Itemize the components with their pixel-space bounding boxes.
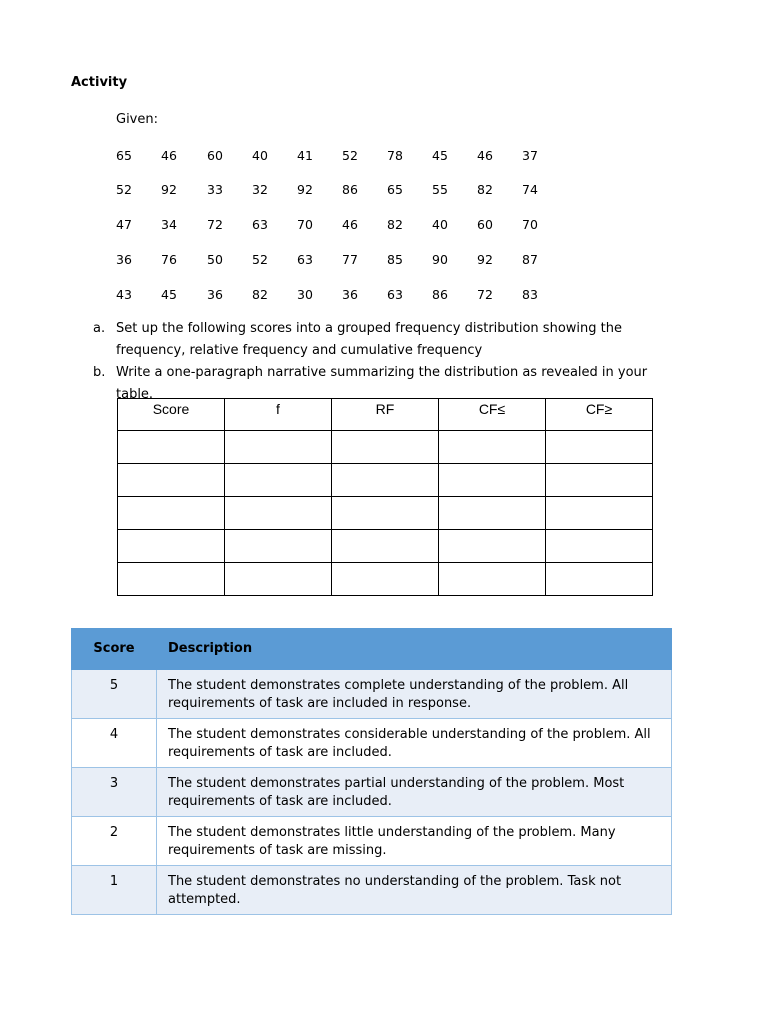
empty-cell[interactable] bbox=[118, 431, 225, 464]
given-value: 70 bbox=[297, 217, 313, 232]
rubric-header-score-label: Score bbox=[93, 641, 135, 656]
rubric-score-cell bbox=[72, 866, 157, 915]
empty-cell[interactable] bbox=[439, 497, 546, 530]
given-value: 40 bbox=[432, 217, 448, 232]
instruction-text: Set up the following scores into a grouped frequency distribution showing the frequency, relative frequency and cumulative frequency bbox=[116, 321, 622, 358]
empty-cell[interactable] bbox=[225, 563, 332, 596]
empty-cell[interactable] bbox=[439, 431, 546, 464]
rubric-score-cell bbox=[72, 768, 157, 817]
given-value: 83 bbox=[522, 287, 538, 302]
rubric-score-cell bbox=[72, 719, 157, 768]
given-value: 37 bbox=[522, 148, 538, 163]
given-value: 55 bbox=[432, 182, 448, 197]
empty-cell[interactable] bbox=[225, 497, 332, 530]
rubric-description-cell bbox=[157, 817, 672, 866]
given-value: 46 bbox=[477, 148, 493, 163]
empty-cell[interactable] bbox=[332, 497, 439, 530]
rubric-score-cell bbox=[72, 670, 157, 719]
given-value: 77 bbox=[342, 252, 358, 267]
given-value: 45 bbox=[432, 148, 448, 163]
given-value: 90 bbox=[432, 252, 448, 267]
given-value: 52 bbox=[116, 182, 132, 197]
empty-cell[interactable] bbox=[439, 464, 546, 497]
empty-cell[interactable] bbox=[225, 431, 332, 464]
empty-cell[interactable] bbox=[439, 530, 546, 563]
given-value: 87 bbox=[522, 252, 538, 267]
given-value: 45 bbox=[161, 287, 177, 302]
given-value: 46 bbox=[161, 148, 177, 163]
given-value: 82 bbox=[252, 287, 268, 302]
table-row bbox=[118, 497, 653, 530]
given-value: 50 bbox=[207, 252, 223, 267]
rubric-header-score bbox=[72, 629, 157, 670]
empty-cell[interactable] bbox=[546, 497, 653, 530]
given-value: 92 bbox=[477, 252, 493, 267]
rubric-row bbox=[72, 719, 672, 768]
instruction-text: Write a one-paragraph narrative summarizing the distribution as revealed in your table. bbox=[116, 365, 648, 402]
rubric-description: The student demonstrates considerable understanding of the problem. All requirements of task are included. bbox=[168, 727, 651, 760]
given-value: 65 bbox=[116, 148, 132, 163]
instruction-letter: a. bbox=[93, 321, 106, 336]
given-value: 60 bbox=[207, 148, 223, 163]
given-value: 36 bbox=[342, 287, 358, 302]
rubric-table bbox=[71, 628, 672, 915]
given-value: 63 bbox=[387, 287, 403, 302]
given-value: 72 bbox=[207, 217, 223, 232]
given-value: 34 bbox=[161, 217, 177, 232]
rubric-description-cell bbox=[157, 768, 672, 817]
rubric-description: The student demonstrates complete understanding of the problem. All requirements of task are included in response. bbox=[168, 678, 629, 711]
rubric-score: 5 bbox=[109, 678, 119, 693]
empty-cell[interactable] bbox=[118, 497, 225, 530]
given-value: 43 bbox=[116, 287, 132, 302]
given-value: 33 bbox=[207, 182, 223, 197]
given-value: 82 bbox=[477, 182, 493, 197]
rubric-description-cell bbox=[157, 719, 672, 768]
rubric-row bbox=[72, 768, 672, 817]
column-header-f: f bbox=[225, 399, 332, 431]
given-value: 63 bbox=[252, 217, 268, 232]
empty-cell[interactable] bbox=[546, 530, 653, 563]
given-value: 86 bbox=[342, 182, 358, 197]
rubric-description-cell bbox=[157, 670, 672, 719]
given-value: 60 bbox=[477, 217, 493, 232]
given-value: 52 bbox=[342, 148, 358, 163]
empty-cell[interactable] bbox=[439, 563, 546, 596]
empty-cell[interactable] bbox=[118, 563, 225, 596]
given-value: 52 bbox=[252, 252, 268, 267]
column-header-score: Score bbox=[118, 399, 225, 431]
given-value: 46 bbox=[342, 217, 358, 232]
empty-cell[interactable] bbox=[225, 530, 332, 563]
instruction-letter: b. bbox=[93, 365, 106, 380]
given-value: 36 bbox=[207, 287, 223, 302]
given-value: 76 bbox=[161, 252, 177, 267]
rubric-score: 3 bbox=[109, 776, 119, 791]
given-value: 74 bbox=[522, 182, 538, 197]
given-value: 40 bbox=[252, 148, 268, 163]
given-value: 78 bbox=[387, 148, 403, 163]
given-value: 82 bbox=[387, 217, 403, 232]
given-value: 63 bbox=[297, 252, 313, 267]
given-value: 85 bbox=[387, 252, 403, 267]
rubric-description: The student demonstrates no understanding of the problem. Task not attempted. bbox=[168, 874, 622, 907]
rubric-header-description bbox=[157, 629, 672, 670]
column-header-cf-less: CF≤ bbox=[439, 399, 546, 431]
empty-cell[interactable] bbox=[332, 530, 439, 563]
rubric-description: The student demonstrates little understanding of the problem. Many requirements of task are missing. bbox=[168, 825, 616, 858]
given-value: 32 bbox=[252, 182, 268, 197]
table-row bbox=[118, 464, 653, 497]
table-row bbox=[118, 530, 653, 563]
empty-cell[interactable] bbox=[332, 563, 439, 596]
rubric-score: 1 bbox=[109, 874, 119, 889]
rubric-row bbox=[72, 817, 672, 866]
frequency-table bbox=[117, 398, 653, 596]
rubric-score-cell bbox=[72, 817, 157, 866]
frequency-table-header-row bbox=[118, 399, 653, 431]
rubric-description-cell bbox=[157, 866, 672, 915]
given-value: 92 bbox=[161, 182, 177, 197]
instruction-b bbox=[93, 362, 693, 402]
given-label: Given: bbox=[116, 112, 158, 127]
table-row bbox=[118, 563, 653, 596]
rubric-header-description-label: Description bbox=[168, 641, 253, 656]
empty-cell[interactable] bbox=[546, 464, 653, 497]
rubric-score: 4 bbox=[109, 727, 119, 742]
empty-cell[interactable] bbox=[546, 563, 653, 596]
column-header-cf-greater: CF≥ bbox=[546, 399, 653, 431]
empty-cell[interactable] bbox=[332, 431, 439, 464]
given-value: 41 bbox=[297, 148, 313, 163]
given-value: 86 bbox=[432, 287, 448, 302]
empty-cell[interactable] bbox=[332, 464, 439, 497]
empty-cell[interactable] bbox=[225, 464, 332, 497]
rubric-description: The student demonstrates partial understanding of the problem. Most requirements of task are included. bbox=[168, 776, 625, 809]
given-value: 72 bbox=[477, 287, 493, 302]
empty-cell[interactable] bbox=[118, 464, 225, 497]
empty-cell[interactable] bbox=[546, 431, 653, 464]
table-row bbox=[118, 431, 653, 464]
given-value: 70 bbox=[522, 217, 538, 232]
given-value: 36 bbox=[116, 252, 132, 267]
given-value: 65 bbox=[387, 182, 403, 197]
empty-cell[interactable] bbox=[118, 530, 225, 563]
given-value: 47 bbox=[116, 217, 132, 232]
activity-heading: Activity bbox=[71, 75, 128, 90]
rubric-row bbox=[72, 670, 672, 719]
rubric-header-row bbox=[72, 629, 672, 670]
given-value: 92 bbox=[297, 182, 313, 197]
given-value: 30 bbox=[297, 287, 313, 302]
column-header-rf: RF bbox=[332, 399, 439, 431]
rubric-row bbox=[72, 866, 672, 915]
instruction-a bbox=[93, 318, 693, 362]
rubric-score: 2 bbox=[109, 825, 119, 840]
